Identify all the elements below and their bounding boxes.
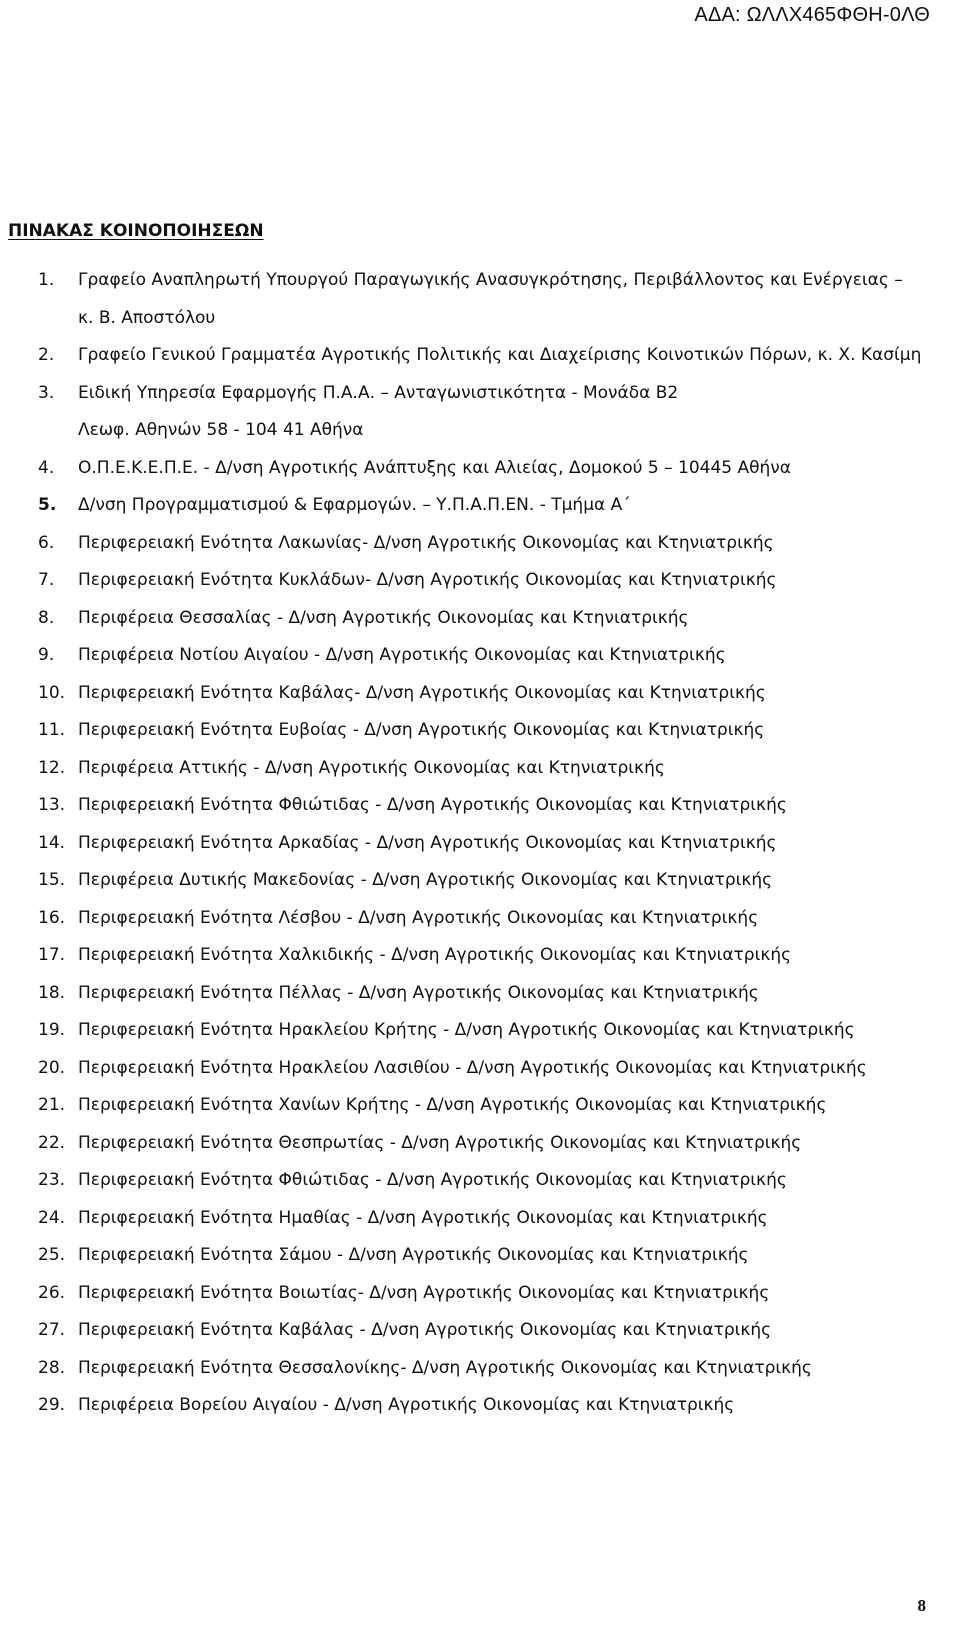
list-item-text: Περιφερειακή Ενότητα Λέσβου - Δ/νση Αγροτικής Οικονομίας και Κτηνιατρικής — [78, 907, 759, 928]
list-item-number: 29. — [38, 1395, 66, 1415]
list-item-number: 14. — [38, 832, 66, 853]
list-item — [0, 795, 960, 833]
list-item — [0, 608, 960, 646]
list-item-number: 7. — [38, 570, 55, 590]
list-item-number: 25. — [38, 1245, 66, 1265]
list-item — [0, 570, 960, 608]
list-item-text: Περιφέρεια Αττικής - Δ/νση Αγροτικής Οικονομίας και Κτηνιατρικής — [78, 757, 665, 778]
distribution-list — [0, 270, 960, 1433]
list-item-text: Γραφείο Αναπληρωτή Υπουργού Παραγωγικής Ανασυγκρότησης, Περιβάλλοντος και Ενέργειας – — [78, 270, 903, 290]
list-item-text: Δ/νση Προγραμματισμού & Εφαρμογών. – Υ.Π.Α.Π.ΕΝ. - Τμήμα Α΄ — [78, 495, 631, 515]
list-item-text: Περιφερειακή Ενότητα Ηρακλείου Κρήτης - Δ/νση Αγροτικής Οικονομίας και Κτηνιατρικής — [78, 1020, 855, 1040]
list-item-text: Περιφερειακή Ενότητα Καβάλας - Δ/νση Αγροτικής Οικονομίας και Κτηνιατρικής — [78, 1320, 772, 1340]
list-item — [0, 1283, 960, 1321]
list-item — [0, 983, 960, 1021]
list-item — [0, 1170, 960, 1208]
list-item-number: 10. — [38, 682, 66, 703]
list-item-continuation: Λεωφ. Αθηνών 58 - 104 41 Αθήνα — [78, 420, 364, 440]
list-item — [0, 1020, 960, 1058]
list-item-text: Περιφερειακή Ενότητα Θεσπρωτίας - Δ/νση Αγροτικής Οικονομίας και Κτηνιατρικής — [78, 1132, 802, 1153]
list-item-text: Περιφέρεια Βορείου Αιγαίου - Δ/νση Αγροτικής Οικονομίας και Κτηνιατρικής — [78, 1395, 735, 1415]
list-item-number: 8. — [38, 607, 55, 628]
list-item — [0, 1320, 960, 1358]
list-item-text: Περιφερειακή Ενότητα Αρκαδίας - Δ/νση Αγροτικής Οικονομίας και Κτηνιατρικής — [78, 832, 777, 853]
list-item — [0, 533, 960, 571]
list-item-number: 9. — [38, 645, 55, 665]
list-item-number: 26. — [38, 1282, 66, 1303]
list-item-number: 3. — [38, 382, 55, 403]
list-item-text: Περιφέρεια Θεσσαλίας - Δ/νση Αγροτικής Οικονομίας και Κτηνιατρικής — [78, 607, 689, 628]
list-item-number: 21. — [38, 1095, 66, 1115]
list-item-text: Περιφερειακή Ενότητα Ηρακλείου Λασιθίου - Δ/νση Αγροτικής Οικονομίας και Κτηνιατρικής — [78, 1057, 867, 1078]
list-item-text: Περιφερειακή Ενότητα Κυκλάδων- Δ/νση Αγροτικής Οικονομίας και Κτηνιατρικής — [78, 570, 777, 590]
list-item-number: 1. — [38, 270, 55, 290]
list-item-number: 12. — [38, 757, 66, 778]
ada-code: ΑΔΑ: ΩΛΛΧ465ΦΘΗ-0ΛΘ — [694, 4, 930, 26]
list-item-number: 16. — [38, 907, 66, 928]
list-item-text: Περιφερειακή Ενότητα Ευβοίας - Δ/νση Αγροτικής Οικονομίας και Κτηνιατρικής — [78, 720, 765, 740]
list-item-number: 11. — [38, 720, 66, 740]
list-item-number: 18. — [38, 982, 66, 1003]
list-item — [0, 683, 960, 721]
list-item-continuation: κ. Β. Αποστόλου — [78, 307, 216, 328]
list-item-text: Ειδική Υπηρεσία Εφαρμογής Π.Α.Α. – Ανταγωνιστικότητα - Μονάδα Β2 — [78, 382, 679, 403]
list-item-text: Περιφερειακή Ενότητα Φθιώτιδας - Δ/νση Αγροτικής Οικονομίας και Κτηνιατρικής — [78, 1170, 787, 1190]
list-item — [0, 1058, 960, 1096]
list-item — [0, 1395, 960, 1433]
list-item-text: Περιφερειακή Ενότητα Πέλλας - Δ/νση Αγροτικής Οικονομίας και Κτηνιατρικής — [78, 982, 759, 1003]
list-item — [0, 1208, 960, 1246]
list-item-text: Περιφερειακή Ενότητα Χανίων Κρήτης - Δ/νση Αγροτικής Οικονομίας και Κτηνιατρικής — [78, 1095, 827, 1115]
list-item-text: Περιφερειακή Ενότητα Φθιώτιδας - Δ/νση Αγροτικής Οικονομίας και Κτηνιατρικής — [78, 795, 787, 815]
list-item-text: Γραφείο Γενικού Γραμματέα Αγροτικής Πολιτικής και Διαχείρισης Κοινοτικών Πόρων, κ. Χ. Κασίμη — [78, 345, 922, 365]
list-item-text: Περιφερειακή Ενότητα Θεσσαλονίκης- Δ/νση Αγροτικής Οικονομίας και Κτηνιατρικής — [78, 1357, 812, 1378]
list-item — [0, 383, 960, 458]
list-item-number: 20. — [38, 1057, 66, 1078]
list-item — [0, 1245, 960, 1283]
list-item — [0, 495, 960, 533]
list-item-text: Περιφερειακή Ενότητα Καβάλας- Δ/νση Αγροτικής Οικονομίας και Κτηνιατρικής — [78, 682, 766, 703]
list-item-text: Ο.Π.Ε.Κ.Ε.Π.Ε. - Δ/νση Αγροτικής Ανάπτυξης και Αλιείας, Δομοκού 5 – 10445 Αθήνα — [78, 457, 791, 478]
list-item-text: Περιφερειακή Ενότητα Λακωνίας- Δ/νση Αγροτικής Οικονομίας και Κτηνιατρικής — [78, 532, 774, 553]
list-item-number: 23. — [38, 1170, 66, 1190]
list-item — [0, 1133, 960, 1171]
list-item-number: 5. — [38, 495, 57, 515]
list-item-text: Περιφερειακή Ενότητα Σάμου - Δ/νση Αγροτικής Οικονομίας και Κτηνιατρικής — [78, 1245, 749, 1265]
list-item-text: Περιφέρεια Νοτίου Αιγαίου - Δ/νση Αγροτικής Οικονομίας και Κτηνιατρικής — [78, 645, 726, 665]
list-item-text: Περιφερειακή Ενότητα Βοιωτίας- Δ/νση Αγροτικής Οικονομίας και Κτηνιατρικής — [78, 1282, 770, 1303]
page-number: 8 — [917, 1596, 926, 1615]
list-item — [0, 945, 960, 983]
list-item-number: 28. — [38, 1357, 66, 1378]
list-item — [0, 645, 960, 683]
list-item — [0, 270, 960, 345]
list-item — [0, 458, 960, 496]
list-item-number: 22. — [38, 1132, 66, 1153]
list-item — [0, 345, 960, 383]
list-item — [0, 758, 960, 796]
list-item-number: 27. — [38, 1320, 66, 1340]
list-item-number: 13. — [38, 795, 66, 815]
list-item-text: Περιφερειακή Ενότητα Χαλκιδικής - Δ/νση Αγροτικής Οικονομίας και Κτηνιατρικής — [78, 945, 792, 965]
list-item — [0, 720, 960, 758]
list-item-text: Περιφερειακή Ενότητα Ημαθίας - Δ/νση Αγροτικής Οικονομίας και Κτηνιατρικής — [78, 1207, 768, 1228]
list-item — [0, 1358, 960, 1396]
list-item-number: 19. — [38, 1020, 66, 1040]
list-item-number: 4. — [38, 457, 55, 478]
list-item-number: 6. — [38, 532, 55, 553]
list-item-number: 2. — [38, 345, 55, 365]
list-item-number: 15. — [38, 870, 66, 890]
list-item-number: 24. — [38, 1207, 66, 1228]
list-item — [0, 1095, 960, 1133]
list-item — [0, 833, 960, 871]
list-item-text: Περιφέρεια Δυτικής Μακεδονίας - Δ/νση Αγροτικής Οικονομίας και Κτηνιατρικής — [78, 870, 773, 890]
list-item — [0, 870, 960, 908]
list-item — [0, 908, 960, 946]
list-item-number: 17. — [38, 945, 66, 965]
document-title: ΠΙΝΑΚΑΣ ΚΟΙΝΟΠΟΙΗΣΕΩΝ — [8, 221, 264, 241]
